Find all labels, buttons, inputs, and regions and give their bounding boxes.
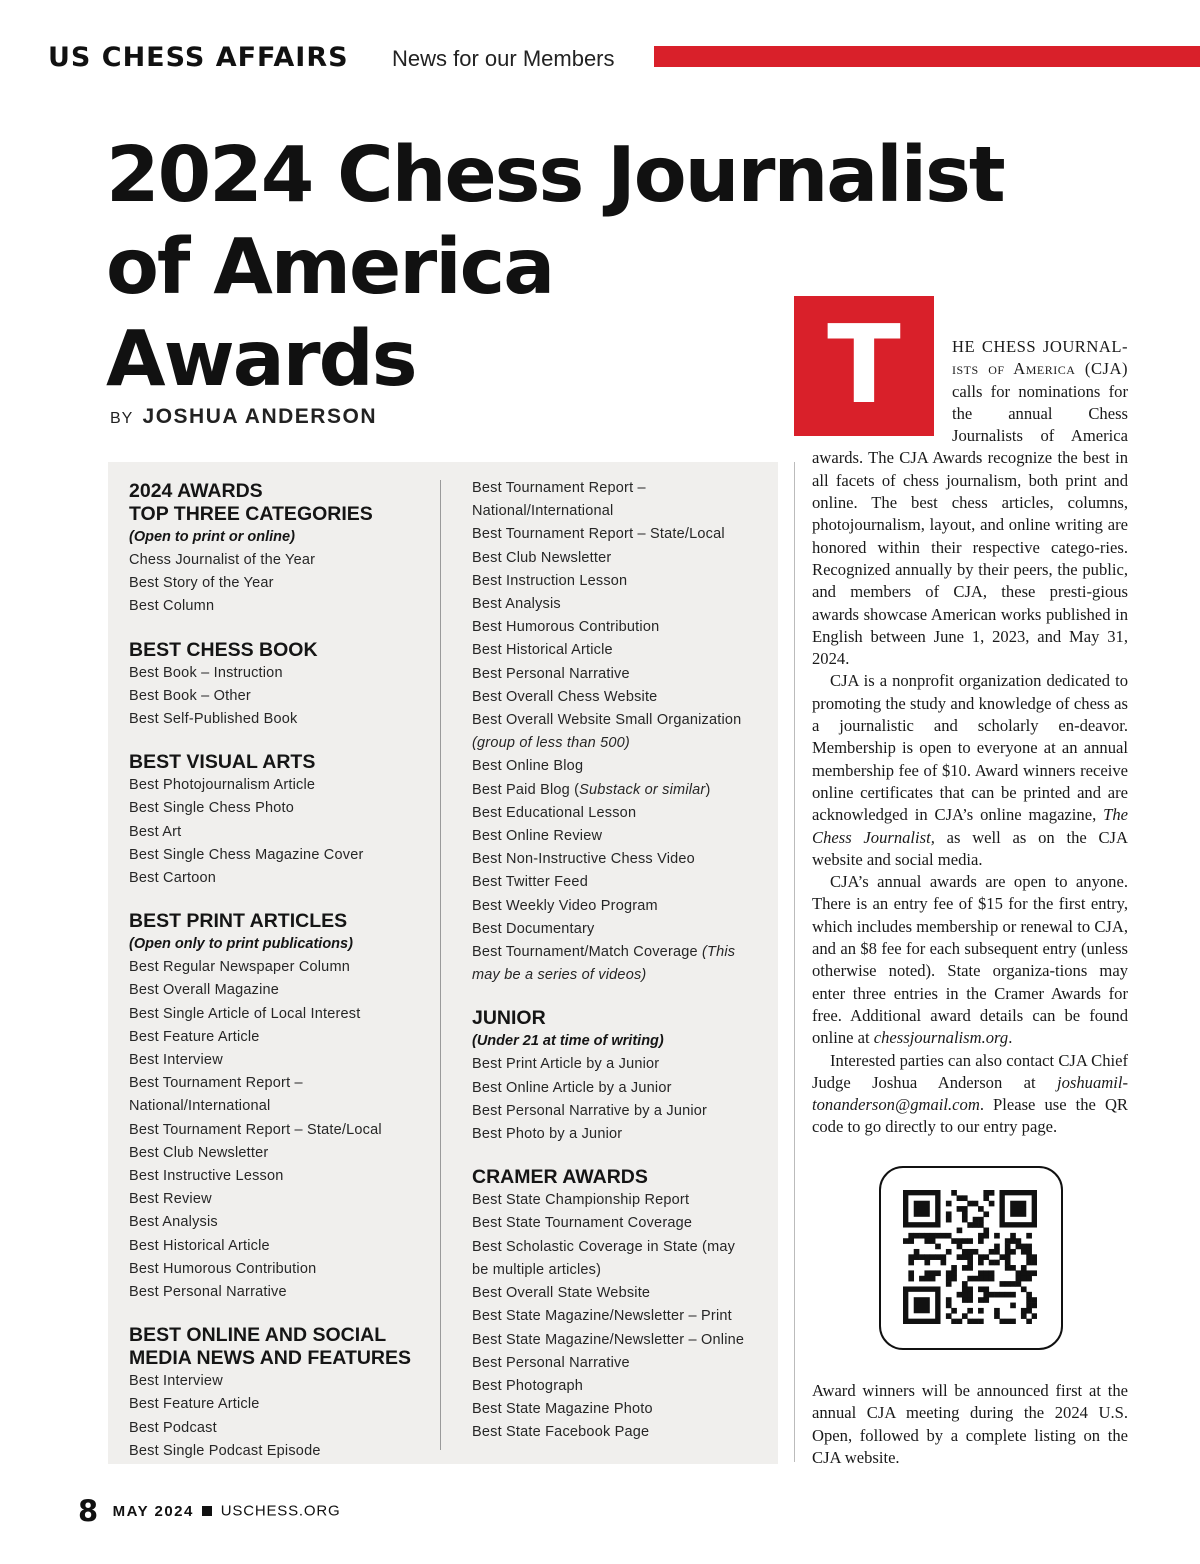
article-body [812, 296, 1128, 1139]
article-paragraph: Interested parties can also contact CJA Chief Judge Joshua Anderson at joshuamil-tonanderson@gmail.com. Please use the QR code to go directly to our entry page. [812, 1050, 1128, 1137]
title-line: 2024 Chess Journalist [106, 131, 1004, 220]
award-section [129, 1324, 434, 1463]
section-header [48, 40, 1200, 76]
article-paragraph: HE CHESS JOURNAL-ists of America (CJA) calls for nominations for the annual Chess Journalists of America awards. The CJA Awards recognize the best in all facets of chess journalism, both print and online. The best chess articles, columns, photojournalism, layout, and online writing are honored within their respective catego-ries. Recognized annually by their peers, the public, and members of CJA, these presti-gious awards showcase American works published in English between June 1, 2023, and May 31, 2024. [812, 337, 1128, 669]
award-item: Best Documentary [472, 920, 595, 937]
award-item: Best Podcast [129, 1419, 217, 1436]
award-section-heading: 2024 AWARDS TOP THREE CATEGORIES [129, 480, 373, 525]
award-section-heading: BEST PRINT ARTICLES [129, 910, 348, 933]
award-item: Best Personal Narrative by a Junior [472, 1102, 708, 1119]
closing-paragraph: Award winners will be announced first at the annual CJA meeting during the 2024 U.S. Open, followed by a complete listing on the CJA website. [812, 1381, 1128, 1467]
column-divider [440, 480, 441, 1450]
award-section-note: (Under 21 at time of writing) [472, 1033, 664, 1050]
page-footer [78, 1494, 340, 1534]
award-item: Best Club Newsletter [129, 1144, 269, 1161]
award-section [129, 910, 434, 1304]
award-item: Best Twitter Feed [472, 874, 588, 891]
award-item: Best Tournament Report – [129, 1075, 303, 1092]
column-rule [794, 462, 795, 1462]
award-item: Best Analysis [129, 1214, 218, 1231]
award-item: Best Scholastic Coverage in State (may [472, 1238, 736, 1255]
award-section-junior [472, 1007, 772, 1146]
website-link: chessjournalism.org [873, 1028, 1009, 1048]
award-item: Best Online Article by a Junior [472, 1079, 672, 1096]
section-name: US CHESS AFFAIRS [48, 42, 349, 73]
qr-code-frame [879, 1166, 1063, 1350]
footer-square-icon [202, 1506, 212, 1516]
byline [110, 405, 377, 429]
award-item: Best Humorous Contribution [129, 1260, 317, 1277]
award-item: Best Tournament/Match Coverage (This [472, 944, 736, 961]
email-link: joshuamil-tonanderson@gmail.com [812, 1072, 1128, 1115]
title-line: of America [106, 223, 554, 312]
award-item: Best Overall State Website [472, 1285, 651, 1302]
award-section-note: (Open only to print publications) [129, 936, 353, 953]
award-item: Best Tournament Report – [472, 480, 646, 496]
awards-categories-box [108, 462, 778, 1464]
byline-prefix: BY [110, 410, 134, 427]
award-item: Best Regular Newspaper Column [129, 959, 350, 976]
award-section-heading: BEST ONLINE AND SOCIAL MEDIA NEWS AND FEATURES [129, 1324, 412, 1370]
award-item: Best Overall Magazine [129, 982, 280, 999]
award-item: Best Photojournalism Article [129, 777, 316, 794]
award-item: Best Single Chess Photo [129, 800, 294, 817]
award-item: Best Overall Chess Website [472, 688, 658, 705]
award-section-cramer [472, 1166, 772, 1444]
article-paragraph: CJA is a nonprofit organization dedicated to promoting the study and knowledge of chess as a journalistic and scholarly en-deavor. Membership is open to everyone at an annual membership fee of $10. Award winners receive online certificates that can be printed and are acknowledged in CJA’s online magazine, The Chess Journalist, as well as on the CJA website and social media. [812, 671, 1128, 869]
award-item: Best Overall Website Small Organization [472, 712, 742, 729]
award-section [129, 751, 434, 890]
award-item: Best State Tournament Coverage [472, 1215, 693, 1232]
drop-cap: T [794, 296, 934, 436]
award-item: National/International [129, 1098, 271, 1115]
award-item: Best Photo by a Junior [472, 1126, 623, 1143]
award-item: Best State Facebook Page [472, 1424, 650, 1441]
award-item: Best Paid Blog (Substack or similar) [472, 781, 711, 798]
award-item: Best Cartoon [129, 870, 217, 887]
award-section [129, 480, 434, 619]
award-item: Best Self-Published Book [129, 711, 298, 728]
qr-code-icon [903, 1190, 1037, 1324]
byline-author: JOSHUA ANDERSON [142, 405, 377, 428]
award-item: Best State Magazine/Newsletter – Online [472, 1331, 745, 1348]
award-section-heading: JUNIOR [472, 1007, 546, 1030]
award-item: Best Personal Narrative [472, 665, 630, 682]
footer-site: USCHESS.ORG [220, 1502, 341, 1520]
award-item: Best Historical Article [129, 1237, 270, 1254]
award-item: Best Single Chess Magazine Cover [129, 846, 364, 863]
award-item: be multiple articles) [472, 1261, 602, 1278]
award-item: Chess Journalist of the Year [129, 552, 316, 568]
award-item: Best Humorous Contribution [472, 619, 660, 636]
award-item: Best Interview [129, 1373, 223, 1390]
award-item: Best Non-Instructive Chess Video [472, 851, 695, 868]
footer-issue: MAY 2024 [112, 1502, 194, 1520]
awards-left-column [129, 478, 434, 1463]
award-item: Best Book – Instruction [129, 664, 283, 681]
article-paragraph: CJA’s annual awards are open to anyone. There is an entry fee of $15 for the first entry, which includes membership or renewal to CJA, and an $8 fee for each subsequent entry (unless otherwise noted). State organiza-tions may enter three entries in the Cramer Awards for free. Additional award details can be found online at chessjournalism.org. [812, 872, 1128, 1048]
title-line: Awards [106, 315, 416, 404]
award-item: Best Analysis [472, 596, 561, 613]
award-section-heading: CRAMER AWARDS [472, 1166, 648, 1189]
award-section-heading: BEST CHESS BOOK [129, 638, 318, 661]
award-item: Best Weekly Video Program [472, 897, 658, 914]
section-subtitle: News for our Members [392, 46, 615, 71]
award-item: Best Instruction Lesson [472, 572, 628, 589]
award-item: Best State Magazine Photo [472, 1401, 653, 1418]
award-item: Best Book – Other [129, 687, 251, 704]
award-item: Best State Magazine/Newsletter – Print [472, 1308, 732, 1325]
award-item: Best Historical Article [472, 642, 613, 659]
award-item: Best Interview [129, 1052, 223, 1069]
award-item: (group of less than 500) [472, 735, 630, 752]
award-item: Best Photograph [472, 1377, 584, 1394]
award-item: Best Club Newsletter [472, 549, 612, 566]
award-item: Best Feature Article [129, 1396, 260, 1413]
award-item: Best Column [129, 598, 215, 615]
award-item: Best Tournament Report – State/Local [129, 1121, 382, 1138]
award-item: Best Single Podcast Episode [129, 1442, 321, 1459]
award-item: Best Online Blog [472, 758, 584, 775]
award-item: Best Story of the Year [129, 575, 274, 592]
awards-right-column [472, 477, 772, 1445]
award-section-note: (Open to print or online) [129, 529, 295, 545]
award-item: Best State Championship Report [472, 1192, 690, 1209]
award-item: may be a series of videos) [472, 967, 647, 984]
award-item: Best Feature Article [129, 1028, 260, 1045]
award-item: Best Art [129, 823, 182, 840]
award-item: Best Instructive Lesson [129, 1168, 284, 1185]
award-item: Best Print Article by a Junior [472, 1056, 660, 1073]
award-item: Best Personal Narrative [129, 1284, 287, 1301]
award-item: Best Online Review [472, 828, 603, 845]
award-item: Best Personal Narrative [472, 1354, 630, 1371]
header-accent-bar [654, 46, 1200, 67]
award-section-heading: BEST VISUAL ARTS [129, 751, 316, 774]
award-item: National/International [472, 503, 614, 520]
award-item: Best Tournament Report – State/Local [472, 526, 725, 543]
award-item: Best Review [129, 1191, 212, 1208]
award-item: Best Single Article of Local Interest [129, 1005, 361, 1022]
page-number: 8 [78, 1494, 99, 1528]
award-item: Best Educational Lesson [472, 804, 637, 821]
award-section [129, 639, 434, 732]
